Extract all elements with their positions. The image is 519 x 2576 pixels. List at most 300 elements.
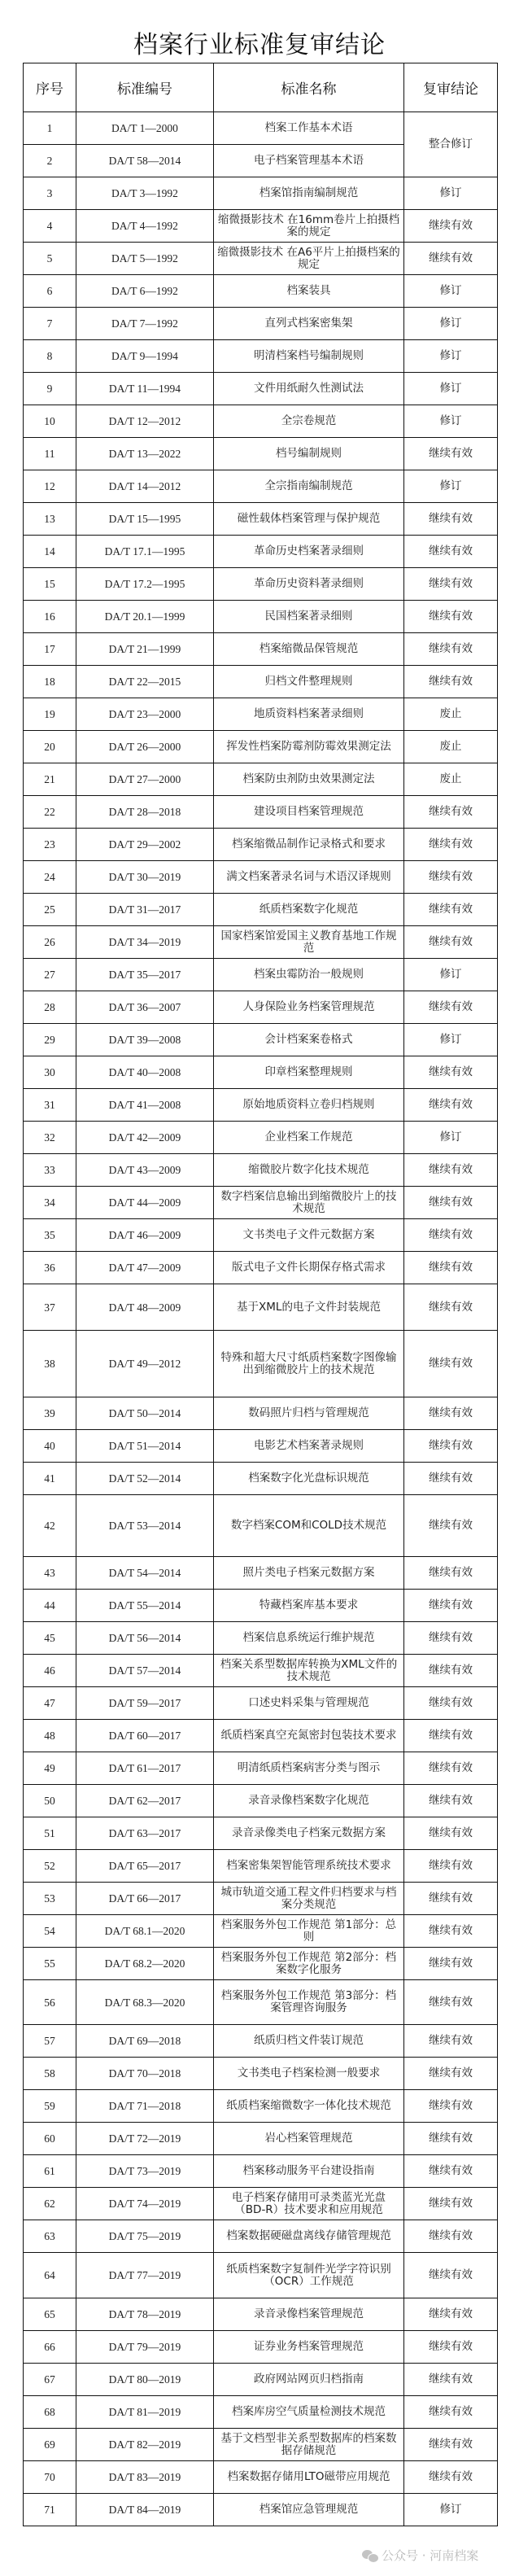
cell-code: DA/T 29—2002: [76, 829, 214, 861]
cell-code: DA/T 26—2000: [76, 731, 214, 763]
cell-code: DA/T 7—1992: [76, 308, 214, 340]
table-row: [24, 1752, 498, 1785]
table-row: [24, 1590, 498, 1622]
cell-code: DA/T 46—2009: [76, 1219, 214, 1252]
cell-result: 继续有效: [404, 1883, 498, 1915]
cell-name: 缩微摄影技术 在A6平片上拍摄档案的规定: [214, 243, 404, 275]
cell-code: DA/T 44—2009: [76, 1187, 214, 1219]
cell-name: 企业档案工作规范: [214, 1122, 404, 1154]
cell-name: 录音录像档案管理规范: [214, 2298, 404, 2331]
cell-name: 原始地质资料立卷归档规则: [214, 1089, 404, 1122]
table-row: [24, 959, 498, 991]
cell-result: 继续有效: [404, 1331, 498, 1397]
cell-name: 档案服务外包工作规范 第2部分：档案数字化服务: [214, 1948, 404, 1980]
cell-name: 录音录像档案数字化规范: [214, 1785, 404, 1817]
cell-code: DA/T 6—1992: [76, 275, 214, 308]
cell-name: 口述史料采集与管理规范: [214, 1687, 404, 1720]
cell-code: DA/T 80—2019: [76, 2364, 214, 2396]
cell-code: DA/T 47—2009: [76, 1252, 214, 1284]
cell-no: 7: [24, 308, 76, 340]
cell-name: 基于XML的电子文件封装规范: [214, 1284, 404, 1331]
table-row: [24, 405, 498, 438]
watermark: [362, 2547, 478, 2564]
cell-result: 继续有效: [404, 1557, 498, 1590]
table-row: [24, 2396, 498, 2429]
cell-name: 档案馆应急管理规范: [214, 2494, 404, 2526]
cell-no: 13: [24, 503, 76, 536]
table-row: [24, 1850, 498, 1883]
cell-result: 继续有效: [404, 1219, 498, 1252]
cell-no: 68: [24, 2396, 76, 2429]
table-row: [24, 666, 498, 698]
cell-result: 继续有效: [404, 2396, 498, 2429]
table-row: [24, 1252, 498, 1284]
cell-name: 人身保险业务档案管理规范: [214, 991, 404, 1024]
cell-code: DA/T 14—2012: [76, 470, 214, 503]
cell-result: 继续有效: [404, 1915, 498, 1948]
table-row: [24, 1622, 498, 1655]
cell-name: 档案信息系统运行维护规范: [214, 1622, 404, 1655]
cell-no: 45: [24, 1622, 76, 1655]
cell-code: DA/T 34—2019: [76, 926, 214, 959]
table-row: [24, 1397, 498, 1430]
cell-code: DA/T 68.1—2020: [76, 1915, 214, 1948]
table-row: [24, 1948, 498, 1980]
cell-no: 35: [24, 1219, 76, 1252]
cell-code: DA/T 54—2014: [76, 1557, 214, 1590]
cell-name: 档案缩微品制作记录格式和要求: [214, 829, 404, 861]
cell-code: DA/T 15—1995: [76, 503, 214, 536]
cell-code: DA/T 9—1994: [76, 340, 214, 373]
cell-no: 61: [24, 2155, 76, 2188]
cell-code: DA/T 74—2019: [76, 2188, 214, 2220]
table-row: [24, 1655, 498, 1687]
cell-result: 继续有效: [404, 243, 498, 275]
cell-result: 继续有效: [404, 1430, 498, 1463]
cell-result: 继续有效: [404, 2364, 498, 2396]
cell-no: 4: [24, 210, 76, 243]
cell-no: 34: [24, 1187, 76, 1219]
cell-name: 档案防虫剂防虫效果测定法: [214, 763, 404, 796]
cell-name: 全宗指南编制规范: [214, 470, 404, 503]
cell-name: 照片类电子档案元数据方案: [214, 1557, 404, 1590]
cell-name: 档案库房空气质量检测技术规范: [214, 2396, 404, 2429]
table-row: [24, 2331, 498, 2364]
cell-no: 53: [24, 1883, 76, 1915]
table-row: [24, 894, 498, 926]
cell-name: 地质资料档案著录细则: [214, 698, 404, 731]
cell-code: DA/T 12—2012: [76, 405, 214, 438]
cell-name: 档案服务外包工作规范 第3部分：档案管理咨询服务: [214, 1980, 404, 2025]
cell-code: DA/T 4—1992: [76, 210, 214, 243]
table-row: [24, 308, 498, 340]
cell-code: DA/T 78—2019: [76, 2298, 214, 2331]
cell-no: 62: [24, 2188, 76, 2220]
cell-no: 63: [24, 2220, 76, 2253]
cell-no: 25: [24, 894, 76, 926]
cell-code: DA/T 79—2019: [76, 2331, 214, 2364]
cell-name: 档案装具: [214, 275, 404, 308]
column-header-name: 标准名称: [214, 63, 404, 112]
table-row: [24, 275, 498, 308]
cell-no: 23: [24, 829, 76, 861]
cell-no: 58: [24, 2058, 76, 2090]
cell-no: 44: [24, 1590, 76, 1622]
cell-no: 49: [24, 1752, 76, 1785]
cell-code: DA/T 17.1—1995: [76, 536, 214, 568]
cell-no: 54: [24, 1915, 76, 1948]
table-row: [24, 2298, 498, 2331]
cell-result: 修订: [404, 340, 498, 373]
table-header-row: [24, 63, 498, 112]
cell-no: 29: [24, 1024, 76, 1056]
cell-code: DA/T 20.1—1999: [76, 601, 214, 633]
cell-code: DA/T 31—2017: [76, 894, 214, 926]
cell-code: DA/T 27—2000: [76, 763, 214, 796]
cell-name: 文书类电子文件元数据方案: [214, 1219, 404, 1252]
cell-code: DA/T 69—2018: [76, 2025, 214, 2058]
cell-result: 继续有效: [404, 2331, 498, 2364]
cell-name: 档案馆指南编制规范: [214, 177, 404, 210]
table-body: [24, 112, 498, 2526]
cell-code: DA/T 30—2019: [76, 861, 214, 894]
cell-result: 继续有效: [404, 1284, 498, 1331]
table-row: [24, 2025, 498, 2058]
cell-no: 40: [24, 1430, 76, 1463]
cell-no: 39: [24, 1397, 76, 1430]
cell-code: DA/T 77—2019: [76, 2253, 214, 2298]
cell-no: 26: [24, 926, 76, 959]
table-row: [24, 1122, 498, 1154]
cell-result: 继续有效: [404, 1495, 498, 1557]
cell-result: 修订: [404, 405, 498, 438]
cell-result: 继续有效: [404, 2123, 498, 2155]
cell-no: 6: [24, 275, 76, 308]
cell-code: DA/T 22—2015: [76, 666, 214, 698]
cell-result: 继续有效: [404, 1089, 498, 1122]
cell-name: 档案数字化光盘标识规范: [214, 1463, 404, 1495]
cell-result: 修订: [404, 308, 498, 340]
cell-code: DA/T 55—2014: [76, 1590, 214, 1622]
cell-code: DA/T 13—2022: [76, 438, 214, 470]
cell-name: 特殊和超大尺寸纸质档案数字图像输出到缩微胶片上的技术规范: [214, 1331, 404, 1397]
cell-no: 57: [24, 2025, 76, 2058]
cell-result: 修订: [404, 373, 498, 405]
table-row: [24, 1817, 498, 1850]
cell-code: DA/T 35—2017: [76, 959, 214, 991]
table-row: [24, 2220, 498, 2253]
cell-result: 继续有效: [404, 2298, 498, 2331]
cell-code: DA/T 83—2019: [76, 2461, 214, 2494]
cell-code: DA/T 48—2009: [76, 1284, 214, 1331]
cell-name: 电子档案存储用可录类蓝光光盘（BD-R）技术要求和应用规范: [214, 2188, 404, 2220]
cell-result: 继续有效: [404, 1948, 498, 1980]
cell-code: DA/T 53—2014: [76, 1495, 214, 1557]
table-row: [24, 503, 498, 536]
cell-no: 14: [24, 536, 76, 568]
cell-result: 继续有效: [404, 210, 498, 243]
cell-name: 档案移动服务平台建设指南: [214, 2155, 404, 2188]
cell-result: 继续有效: [404, 796, 498, 829]
cell-name: 明清档案档号编制规则: [214, 340, 404, 373]
table-row: [24, 2188, 498, 2220]
cell-no: 15: [24, 568, 76, 601]
cell-no: 42: [24, 1495, 76, 1557]
cell-result: 继续有效: [404, 601, 498, 633]
cell-no: 71: [24, 2494, 76, 2526]
cell-result: 继续有效: [404, 2058, 498, 2090]
cell-code: DA/T 28—2018: [76, 796, 214, 829]
cell-no: 18: [24, 666, 76, 698]
cell-no: 43: [24, 1557, 76, 1590]
cell-result: 继续有效: [404, 536, 498, 568]
cell-code: DA/T 65—2017: [76, 1850, 214, 1883]
table-row: [24, 1883, 498, 1915]
cell-code: DA/T 62—2017: [76, 1785, 214, 1817]
table-row: [24, 568, 498, 601]
cell-name: 档案虫霉防治一般规则: [214, 959, 404, 991]
table-row: [24, 601, 498, 633]
cell-name: 纸质档案数字化规范: [214, 894, 404, 926]
cell-no: 10: [24, 405, 76, 438]
table-row: [24, 2058, 498, 2090]
cell-result: 继续有效: [404, 1154, 498, 1187]
cell-name: 建设项目档案管理规范: [214, 796, 404, 829]
table-row: [24, 2461, 498, 2494]
cell-code: DA/T 21—1999: [76, 633, 214, 666]
table-row: [24, 2090, 498, 2123]
cell-result: 继续有效: [404, 1850, 498, 1883]
cell-result: 继续有效: [404, 1590, 498, 1622]
cell-code: DA/T 57—2014: [76, 1655, 214, 1687]
cell-name: 档案缩微品保管规范: [214, 633, 404, 666]
cell-name: 会计档案案卷格式: [214, 1024, 404, 1056]
cell-name: 缩微胶片数字化技术规范: [214, 1154, 404, 1187]
cell-code: DA/T 49—2012: [76, 1331, 214, 1397]
cell-result: 继续有效: [404, 926, 498, 959]
cell-no: 65: [24, 2298, 76, 2331]
cell-no: 28: [24, 991, 76, 1024]
cell-no: 16: [24, 601, 76, 633]
cell-code: DA/T 56—2014: [76, 1622, 214, 1655]
cell-result: 继续有效: [404, 2220, 498, 2253]
cell-code: DA/T 70—2018: [76, 2058, 214, 2090]
cell-result: 继续有效: [404, 1687, 498, 1720]
cell-name: 基于文档型非关系型数据库的档案数据存储规范: [214, 2429, 404, 2461]
cell-result: 继续有效: [404, 666, 498, 698]
cell-no: 33: [24, 1154, 76, 1187]
cell-code: DA/T 5—1992: [76, 243, 214, 275]
cell-name: 档案数据硬磁盘离线存储管理规范: [214, 2220, 404, 2253]
cell-name: 文书类电子档案检测一般要求: [214, 2058, 404, 2090]
table-row: [24, 2253, 498, 2298]
cell-code: DA/T 43—2009: [76, 1154, 214, 1187]
cell-code: DA/T 36—2007: [76, 991, 214, 1024]
table-row: [24, 1219, 498, 1252]
cell-name: 电影艺术档案著录规则: [214, 1430, 404, 1463]
cell-no: 48: [24, 1720, 76, 1752]
cell-code: DA/T 17.2—1995: [76, 568, 214, 601]
cell-no: 1: [24, 112, 76, 145]
table-row: [24, 373, 498, 405]
cell-result: 继续有效: [404, 1622, 498, 1655]
cell-no: 69: [24, 2429, 76, 2461]
cell-name: 纸质档案真空充氮密封包装技术要求: [214, 1720, 404, 1752]
column-header-result: 复审结论: [404, 63, 498, 112]
cell-no: 64: [24, 2253, 76, 2298]
table-row: [24, 1331, 498, 1397]
cell-no: 66: [24, 2331, 76, 2364]
table-row: [24, 536, 498, 568]
cell-result: 废止: [404, 698, 498, 731]
cell-name: 政府网站网页归档指南: [214, 2364, 404, 2396]
table-row: [24, 633, 498, 666]
cell-no: 9: [24, 373, 76, 405]
cell-name: 明清纸质档案病害分类与图示: [214, 1752, 404, 1785]
cell-result: 修订: [404, 2494, 498, 2526]
table-row: [24, 1720, 498, 1752]
table-row: [24, 1430, 498, 1463]
cell-result: 继续有效: [404, 1752, 498, 1785]
cell-result: 继续有效: [404, 2429, 498, 2461]
cell-result: 修订: [404, 177, 498, 210]
cell-name: 国家档案馆爱国主义教育基地工作规范: [214, 926, 404, 959]
table-row: [24, 243, 498, 275]
cell-code: DA/T 1—2000: [76, 112, 214, 145]
cell-no: 20: [24, 731, 76, 763]
cell-result: 继续有效: [404, 861, 498, 894]
cell-name: 革命历史资料著录细则: [214, 568, 404, 601]
cell-code: DA/T 72—2019: [76, 2123, 214, 2155]
cell-name: 直列式档案密集架: [214, 308, 404, 340]
table-row: [24, 438, 498, 470]
cell-name: 纸质档案缩微数字一体化技术规范: [214, 2090, 404, 2123]
cell-name: 革命历史档案著录细则: [214, 536, 404, 568]
table-row: [24, 2494, 498, 2526]
cell-code: DA/T 59—2017: [76, 1687, 214, 1720]
cell-no: 24: [24, 861, 76, 894]
table-row: [24, 1687, 498, 1720]
cell-name: 城市轨道交通工程文件归档要求与档案分类规范: [214, 1883, 404, 1915]
cell-code: DA/T 63—2017: [76, 1817, 214, 1850]
cell-name: 磁性载体档案管理与保护规范: [214, 503, 404, 536]
table-row: [24, 2429, 498, 2461]
watermark-text: 公众号 · 河南档案: [382, 2548, 479, 2563]
cell-no: 30: [24, 1056, 76, 1089]
cell-no: 67: [24, 2364, 76, 2396]
table-row: [24, 470, 498, 503]
cell-name: 归档文件整理规则: [214, 666, 404, 698]
cell-result: 继续有效: [404, 829, 498, 861]
cell-result: 继续有效: [404, 1655, 498, 1687]
cell-result: 继续有效: [404, 2253, 498, 2298]
table-row: [24, 861, 498, 894]
cell-result: 修订: [404, 1024, 498, 1056]
table-row: [24, 1785, 498, 1817]
table-row: [24, 2123, 498, 2155]
column-header-code: 标准编号: [76, 63, 214, 112]
table-row: [24, 1056, 498, 1089]
wechat-icon: [362, 2549, 378, 2562]
cell-result: 继续有效: [404, 2155, 498, 2188]
cell-name: 文件用纸耐久性测试法: [214, 373, 404, 405]
cell-name: 数字档案信息输出到缩微胶片上的技术规范: [214, 1187, 404, 1219]
cell-result: 继续有效: [404, 2188, 498, 2220]
cell-result: 继续有效: [404, 991, 498, 1024]
table-row: [24, 1495, 498, 1557]
cell-no: 11: [24, 438, 76, 470]
cell-no: 32: [24, 1122, 76, 1154]
table-row: [24, 1915, 498, 1948]
cell-no: 59: [24, 2090, 76, 2123]
cell-name: 印章档案整理规则: [214, 1056, 404, 1089]
cell-name: 档案数据存储用LTO磁带应用规范: [214, 2461, 404, 2494]
cell-code: DA/T 82—2019: [76, 2429, 214, 2461]
cell-code: DA/T 52—2014: [76, 1463, 214, 1495]
cell-result: 继续有效: [404, 568, 498, 601]
cell-code: DA/T 71—2018: [76, 2090, 214, 2123]
cell-code: DA/T 68.3—2020: [76, 1980, 214, 2025]
cell-code: DA/T 61—2017: [76, 1752, 214, 1785]
cell-no: 55: [24, 1948, 76, 1980]
cell-result: 继续有效: [404, 503, 498, 536]
table-row: [24, 991, 498, 1024]
cell-no: 41: [24, 1463, 76, 1495]
cell-no: 12: [24, 470, 76, 503]
cell-result: 继续有效: [404, 1720, 498, 1752]
table-row: [24, 731, 498, 763]
table-row: [24, 1024, 498, 1056]
cell-code: DA/T 68.2—2020: [76, 1948, 214, 1980]
cell-no: 38: [24, 1331, 76, 1397]
cell-no: 51: [24, 1817, 76, 1850]
cell-result: 继续有效: [404, 2461, 498, 2494]
cell-name: 数码照片归档与管理规范: [214, 1397, 404, 1430]
table-row: [24, 796, 498, 829]
cell-name: 档案服务外包工作规范 第1部分：总则: [214, 1915, 404, 1948]
cell-name: 缩微摄影技术 在16mm卷片上拍摄档案的规定: [214, 210, 404, 243]
cell-code: DA/T 84—2019: [76, 2494, 214, 2526]
table-row: [24, 112, 498, 145]
table-row: [24, 829, 498, 861]
table-row: [24, 1154, 498, 1187]
cell-result: 继续有效: [404, 1817, 498, 1850]
cell-no: 37: [24, 1284, 76, 1331]
cell-no: 5: [24, 243, 76, 275]
cell-result: 继续有效: [404, 633, 498, 666]
cell-name: 满文档案著录名词与术语汉译规则: [214, 861, 404, 894]
cell-result: 继续有效: [404, 1463, 498, 1495]
cell-code: DA/T 51—2014: [76, 1430, 214, 1463]
table-row: [24, 340, 498, 373]
cell-code: DA/T 58—2014: [76, 145, 214, 177]
cell-result: 继续有效: [404, 2025, 498, 2058]
cell-result: 修订: [404, 1122, 498, 1154]
column-header-no: 序号: [24, 63, 76, 112]
cell-code: DA/T 75—2019: [76, 2220, 214, 2253]
cell-result: 继续有效: [404, 1056, 498, 1089]
cell-no: 47: [24, 1687, 76, 1720]
cell-no: 52: [24, 1850, 76, 1883]
cell-no: 19: [24, 698, 76, 731]
cell-code: DA/T 81—2019: [76, 2396, 214, 2429]
table-row: [24, 926, 498, 959]
table-row: [24, 177, 498, 210]
cell-code: DA/T 23—2000: [76, 698, 214, 731]
cell-name: 数字档案COM和COLD技术规范: [214, 1495, 404, 1557]
cell-name: 特藏档案库基本要求: [214, 1590, 404, 1622]
cell-result: 继续有效: [404, 438, 498, 470]
